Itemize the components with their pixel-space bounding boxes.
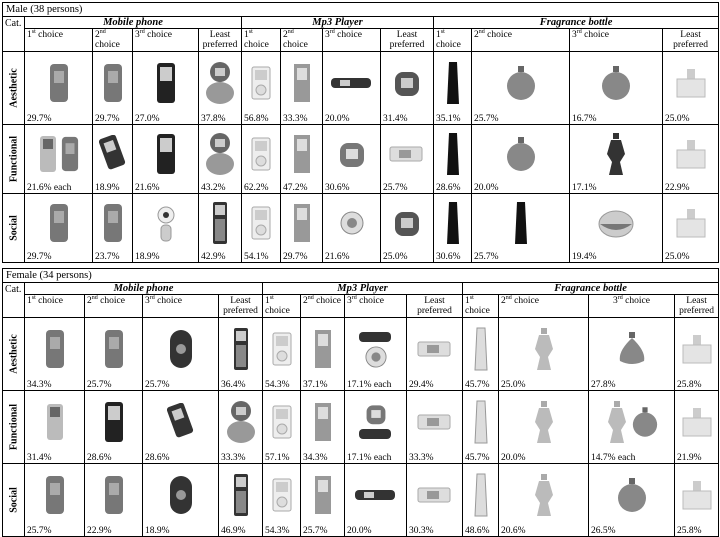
percentage-cell: 29.7% [25, 252, 93, 263]
usb-stick-icon [389, 143, 425, 165]
tall-bottle-icon [446, 200, 460, 246]
percentage-cell: 48.6% [463, 526, 499, 537]
product-image-cell [499, 391, 589, 454]
percentage-cell: 20.0% [323, 114, 381, 125]
percentage-cell: 42.9% [199, 252, 242, 263]
row-label: Aesthetic [3, 318, 25, 391]
mp3-clip-icon [313, 475, 333, 515]
product-image-cell [242, 125, 281, 184]
male-row-functional-images [3, 125, 719, 184]
group-mobile-phone: Mobile phone [25, 283, 263, 295]
product-image-cell [323, 125, 381, 184]
cube-bottle-icon [676, 208, 706, 238]
percentage-cell: 25.0% [663, 114, 719, 125]
group-mp3-player: Mp3 Player [242, 17, 434, 29]
percentage-cell: 25.7% [143, 380, 219, 391]
usb-stick-icon [358, 427, 394, 441]
usb-stick-icon [417, 338, 453, 360]
male-subheader-row [3, 29, 719, 52]
row-label: Aesthetic [3, 52, 25, 125]
round-phone-icon [203, 131, 237, 177]
product-image-cell [93, 125, 133, 184]
product-image-cell [345, 464, 407, 527]
sub-2nd-choice: 2nd choice [301, 295, 345, 318]
sub-3rd-choice: 3rd choice [589, 295, 675, 318]
product-image-cell [25, 391, 85, 454]
percentage-cell: 22.9% [663, 183, 719, 194]
percentage-cell: 18.9% [133, 252, 199, 263]
percentage-cell: 25.8% [675, 380, 719, 391]
figure-bottle-icon [605, 132, 627, 176]
flip-phone-icon [45, 329, 65, 369]
pendant-mp3-icon [365, 403, 387, 425]
sub-2nd-choice: 2nd choice [472, 29, 570, 52]
female-subheader-row [3, 295, 719, 318]
percentage-cell: 29.7% [25, 114, 93, 125]
row-label: Social [3, 194, 25, 263]
flip-phone-icon [104, 475, 124, 515]
sub-1st-choice: 1st choice [463, 295, 499, 318]
percentage-cell: 25.7% [472, 114, 570, 125]
tall-bottle-icon [446, 60, 460, 106]
percentage-cell: 25.0% [499, 380, 589, 391]
female-row-functional-pct [3, 453, 719, 464]
slider-phone-icon [167, 403, 195, 441]
percentage-cell: 29.7% [93, 114, 133, 125]
group-mp3-player: Mp3 Player [263, 283, 463, 295]
female-row-aesthetic-images [3, 318, 719, 381]
ipod-icon [251, 206, 271, 240]
product-image-cell [675, 464, 719, 527]
pendant-mp3-icon [394, 209, 420, 237]
product-image-cell [434, 194, 472, 253]
sub-3rd-choice: 3rd choice [345, 295, 407, 318]
mp3-clip-icon [292, 63, 312, 103]
ipod-icon [251, 66, 271, 100]
percentage-cell: 45.7% [463, 453, 499, 464]
percentage-cell: 22.9% [85, 526, 143, 537]
product-image-cell [93, 194, 133, 253]
percentage-cell: 17.1% each [345, 453, 407, 464]
percentage-cell: 14.7% each [589, 453, 675, 464]
product-image-cell [345, 391, 407, 454]
round-phone-icon [169, 475, 193, 515]
product-image-cell [381, 194, 434, 253]
product-image-cell [323, 194, 381, 253]
product-image-cell [407, 318, 463, 381]
round-phone-icon [224, 399, 258, 445]
product-image-cell [663, 194, 719, 253]
female-row-social-images [3, 464, 719, 527]
percentage-cell: 20.0% [472, 183, 570, 194]
product-image-cell [472, 194, 570, 253]
male-table [2, 2, 719, 263]
percentage-cell: 16.7% [570, 114, 663, 125]
product-image-cell [25, 125, 93, 184]
percentage-cell: 35.1% [434, 114, 472, 125]
percentage-cell: 29.4% [407, 380, 463, 391]
product-image-cell [143, 391, 219, 454]
sub-3rd-choice: 3rd choice [143, 295, 219, 318]
product-image-cell [463, 391, 499, 454]
ipod-icon [272, 478, 292, 512]
product-image-cell [434, 125, 472, 184]
female-section-title: Female (34 persons) [3, 269, 719, 283]
round-bottle-icon [617, 477, 647, 513]
percentage-cell: 17.1% each [345, 380, 407, 391]
percentage-cell: 18.9% [143, 526, 219, 537]
product-image-cell [570, 194, 663, 253]
product-image-cell [589, 391, 675, 454]
male-row-social-images [3, 194, 719, 253]
product-image-cell [85, 318, 143, 381]
product-image-cell [434, 52, 472, 115]
pendant-mp3-icon [394, 69, 420, 97]
sub-3rd-choice: 3rd choice [133, 29, 199, 52]
percentage-cell: 20.6% [499, 526, 589, 537]
percentage-cell: 37.1% [301, 380, 345, 391]
candybar-phone-icon [233, 327, 249, 371]
product-image-cell [570, 125, 663, 184]
product-image-cell [281, 52, 323, 115]
product-image-cell [85, 464, 143, 527]
pendant-phone-icon [156, 203, 176, 243]
product-image-cell [589, 464, 675, 527]
flip-phone-icon [103, 63, 123, 103]
percentage-cell: 47.2% [281, 183, 323, 194]
product-image-cell [219, 318, 263, 381]
cube-bottle-icon [682, 480, 712, 510]
product-image-cell [93, 52, 133, 115]
percentage-cell: 34.3% [25, 380, 85, 391]
usb-stick-icon [417, 484, 453, 506]
product-image-cell [570, 52, 663, 115]
flip-phone-icon [103, 203, 123, 243]
percentage-cell: 28.6% [434, 183, 472, 194]
sub-least-preferred: Least preferred [219, 295, 263, 318]
candybar-phone-icon [212, 201, 228, 245]
sub-least-preferred: Least preferred [675, 295, 719, 318]
product-image-cell [263, 391, 301, 454]
percentage-cell: 30.6% [434, 252, 472, 263]
slider-phone-icon [46, 403, 64, 441]
product-image-cell [407, 464, 463, 527]
product-image-cell [25, 464, 85, 527]
sub-1st-choice: 1st choice [25, 295, 85, 318]
product-image-cell [219, 464, 263, 527]
male-row-aesthetic-pct [3, 114, 719, 125]
sub-2nd-choice: 2nd choice [93, 29, 133, 52]
sub-2nd-choice: 2nd choice [85, 295, 143, 318]
percentage-cell: 29.7% [281, 252, 323, 263]
ipod-icon [272, 405, 292, 439]
flip-phone-icon [104, 329, 124, 369]
percentage-cell: 28.6% [143, 453, 219, 464]
figure-bottle-icon [533, 400, 555, 444]
product-image-cell [381, 52, 434, 115]
flip-phone-icon [49, 63, 69, 103]
product-image-cell [675, 391, 719, 454]
percentage-cell: 43.2% [199, 183, 242, 194]
product-image-cell [199, 194, 242, 253]
usb-stick-icon [417, 411, 453, 433]
percentage-cell: 33.3% [281, 114, 323, 125]
percentage-cell: 20.0% [499, 453, 589, 464]
slider-phone-icon [39, 135, 57, 173]
product-image-cell [263, 464, 301, 527]
male-row-social-pct [3, 252, 719, 263]
product-image-cell [133, 52, 199, 115]
percentage-cell: 31.4% [381, 114, 434, 125]
percentage-cell: 36.4% [219, 380, 263, 391]
percentage-cell: 30.6% [323, 183, 381, 194]
percentage-cell: 25.7% [472, 252, 570, 263]
product-image-cell [199, 125, 242, 184]
percentage-cell: 21.6% [133, 183, 199, 194]
row-label: Functional [3, 125, 25, 194]
female-row-aesthetic-pct [3, 380, 719, 391]
round-phone-icon [169, 329, 193, 369]
round-bottle-icon [601, 65, 631, 101]
percentage-cell: 25.8% [675, 526, 719, 537]
product-image-cell [281, 125, 323, 184]
percentage-cell: 21.6% each [25, 183, 93, 194]
cube-bottle-icon [676, 68, 706, 98]
percentage-cell: 20.0% [345, 526, 407, 537]
group-fragrance-bottle: Fragrance bottle [434, 17, 719, 29]
cube-bottle-icon [682, 407, 712, 437]
product-image-cell [242, 194, 281, 253]
cat-header: Cat. [3, 283, 25, 318]
percentage-cell: 17.1% [570, 183, 663, 194]
product-image-cell [219, 391, 263, 454]
percentage-cell: 19.4% [570, 252, 663, 263]
tall-bottle-icon [446, 131, 460, 177]
female-row-social-pct [3, 526, 719, 537]
percentage-cell: 54.3% [263, 380, 301, 391]
pendant-mp3-icon [339, 140, 365, 168]
slider-phone-icon [99, 135, 127, 173]
percentage-cell: 25.7% [381, 183, 434, 194]
product-image-cell [589, 318, 675, 381]
candybar-phone-icon [156, 62, 176, 104]
sub-1st-choice: 1st choice [242, 29, 281, 52]
tall-bottle-icon [514, 200, 528, 246]
sub-least-preferred: Least preferred [381, 29, 434, 52]
product-image-cell [199, 52, 242, 115]
percentage-cell: 25.0% [663, 252, 719, 263]
survey-table-page [2, 2, 718, 537]
percentage-cell: 23.7% [93, 252, 133, 263]
sub-1st-choice: 1st choice [263, 295, 301, 318]
percentage-cell: 45.7% [463, 380, 499, 391]
percentage-cell: 30.3% [407, 526, 463, 537]
product-image-cell [323, 52, 381, 115]
round-bottle-icon [617, 331, 647, 367]
male-row-functional-pct [3, 183, 719, 194]
percentage-cell: 33.3% [407, 453, 463, 464]
product-image-cell [25, 194, 93, 253]
product-image-cell [25, 52, 93, 115]
pendant-mp3-icon [340, 211, 364, 235]
round-bottle-icon [506, 136, 536, 172]
product-image-cell [133, 125, 199, 184]
percentage-cell: 25.0% [381, 252, 434, 263]
sub-2nd-choice: 2nd choice [281, 29, 323, 52]
percentage-cell: 46.9% [219, 526, 263, 537]
product-image-cell [133, 194, 199, 253]
pendant-mp3-icon [365, 346, 387, 368]
row-label: Functional [3, 391, 25, 464]
percentage-cell: 27.8% [589, 380, 675, 391]
sub-least-preferred: Least preferred [407, 295, 463, 318]
female-row-functional-images [3, 391, 719, 454]
product-image-cell [143, 464, 219, 527]
product-image-cell [25, 318, 85, 381]
mp3-clip-icon [313, 329, 333, 369]
percentage-cell: 56.8% [242, 114, 281, 125]
sub-3rd-choice: 3rd choice [323, 29, 381, 52]
candybar-phone-icon [156, 133, 176, 175]
product-image-cell [281, 194, 323, 253]
percentage-cell: 18.9% [93, 183, 133, 194]
product-image-cell [675, 318, 719, 381]
percentage-cell: 26.5% [589, 526, 675, 537]
product-image-cell [663, 125, 719, 184]
tall-bottle-icon [474, 399, 488, 445]
product-image-cell [463, 318, 499, 381]
cube-bottle-icon [676, 139, 706, 169]
group-mobile-phone: Mobile phone [25, 17, 242, 29]
row-label: Social [3, 464, 25, 537]
figure-bottle-icon [533, 327, 555, 371]
mp3-clip-icon [292, 203, 312, 243]
sub-2nd-choice: 2nd choice [499, 295, 589, 318]
male-section-title: Male (38 persons) [3, 3, 719, 17]
sub-least-preferred: Least preferred [663, 29, 719, 52]
product-image-cell [663, 52, 719, 115]
product-image-cell [263, 318, 301, 381]
percentage-cell: 33.3% [219, 453, 263, 464]
usb-stick-icon [330, 75, 374, 91]
percentage-cell: 28.6% [85, 453, 143, 464]
cat-header: Cat. [3, 17, 25, 52]
percentage-cell: 31.4% [25, 453, 85, 464]
candybar-phone-icon [104, 401, 124, 443]
percentage-cell: 25.7% [85, 380, 143, 391]
round-bottle-icon [506, 65, 536, 101]
product-image-cell [143, 318, 219, 381]
product-image-cell [472, 52, 570, 115]
sub-3rd-choice: 3rd choice [570, 29, 663, 52]
product-image-cell [499, 464, 589, 527]
ipod-icon [251, 137, 271, 171]
cube-bottle-icon [682, 334, 712, 364]
round-bottle-icon [598, 208, 634, 238]
percentage-cell: 27.0% [133, 114, 199, 125]
percentage-cell: 54.1% [242, 252, 281, 263]
usb-stick-icon [358, 330, 394, 344]
sub-1st-choice: 1st choice [25, 29, 93, 52]
product-image-cell [85, 391, 143, 454]
mp3-clip-icon [292, 134, 312, 174]
percentage-cell: 21.6% [323, 252, 381, 263]
product-image-cell [407, 391, 463, 454]
mp3-clip-icon [313, 402, 333, 442]
group-fragrance-bottle: Fragrance bottle [463, 283, 719, 295]
round-phone-icon [203, 60, 237, 106]
percentage-cell: 62.2% [242, 183, 281, 194]
tall-bottle-icon [474, 326, 488, 372]
product-image-cell [301, 391, 345, 454]
round-bottle-icon [632, 406, 658, 438]
flip-phone-icon [61, 135, 79, 173]
percentage-cell: 21.9% [675, 453, 719, 464]
ipod-icon [272, 332, 292, 366]
product-image-cell [472, 125, 570, 184]
figure-bottle-icon [606, 400, 628, 444]
percentage-cell: 57.1% [263, 453, 301, 464]
percentage-cell: 25.7% [301, 526, 345, 537]
female-table [2, 268, 719, 537]
flip-phone-icon [49, 203, 69, 243]
product-image-cell [345, 318, 407, 381]
male-row-aesthetic-images [3, 52, 719, 115]
figure-bottle-icon [533, 473, 555, 517]
product-image-cell [242, 52, 281, 115]
flip-phone-icon [45, 475, 65, 515]
percentage-cell: 37.8% [199, 114, 242, 125]
percentage-cell: 34.3% [301, 453, 345, 464]
sub-least-preferred: Least preferred [199, 29, 242, 52]
candybar-phone-icon [233, 473, 249, 517]
percentage-cell: 54.3% [263, 526, 301, 537]
product-image-cell [301, 318, 345, 381]
usb-stick-icon [354, 487, 398, 503]
sub-1st-choice: 1st choice [434, 29, 472, 52]
product-image-cell [463, 464, 499, 527]
tall-bottle-icon [474, 472, 488, 518]
product-image-cell [381, 125, 434, 184]
percentage-cell: 25.7% [25, 526, 85, 537]
product-image-cell [499, 318, 589, 381]
product-image-cell [301, 464, 345, 527]
